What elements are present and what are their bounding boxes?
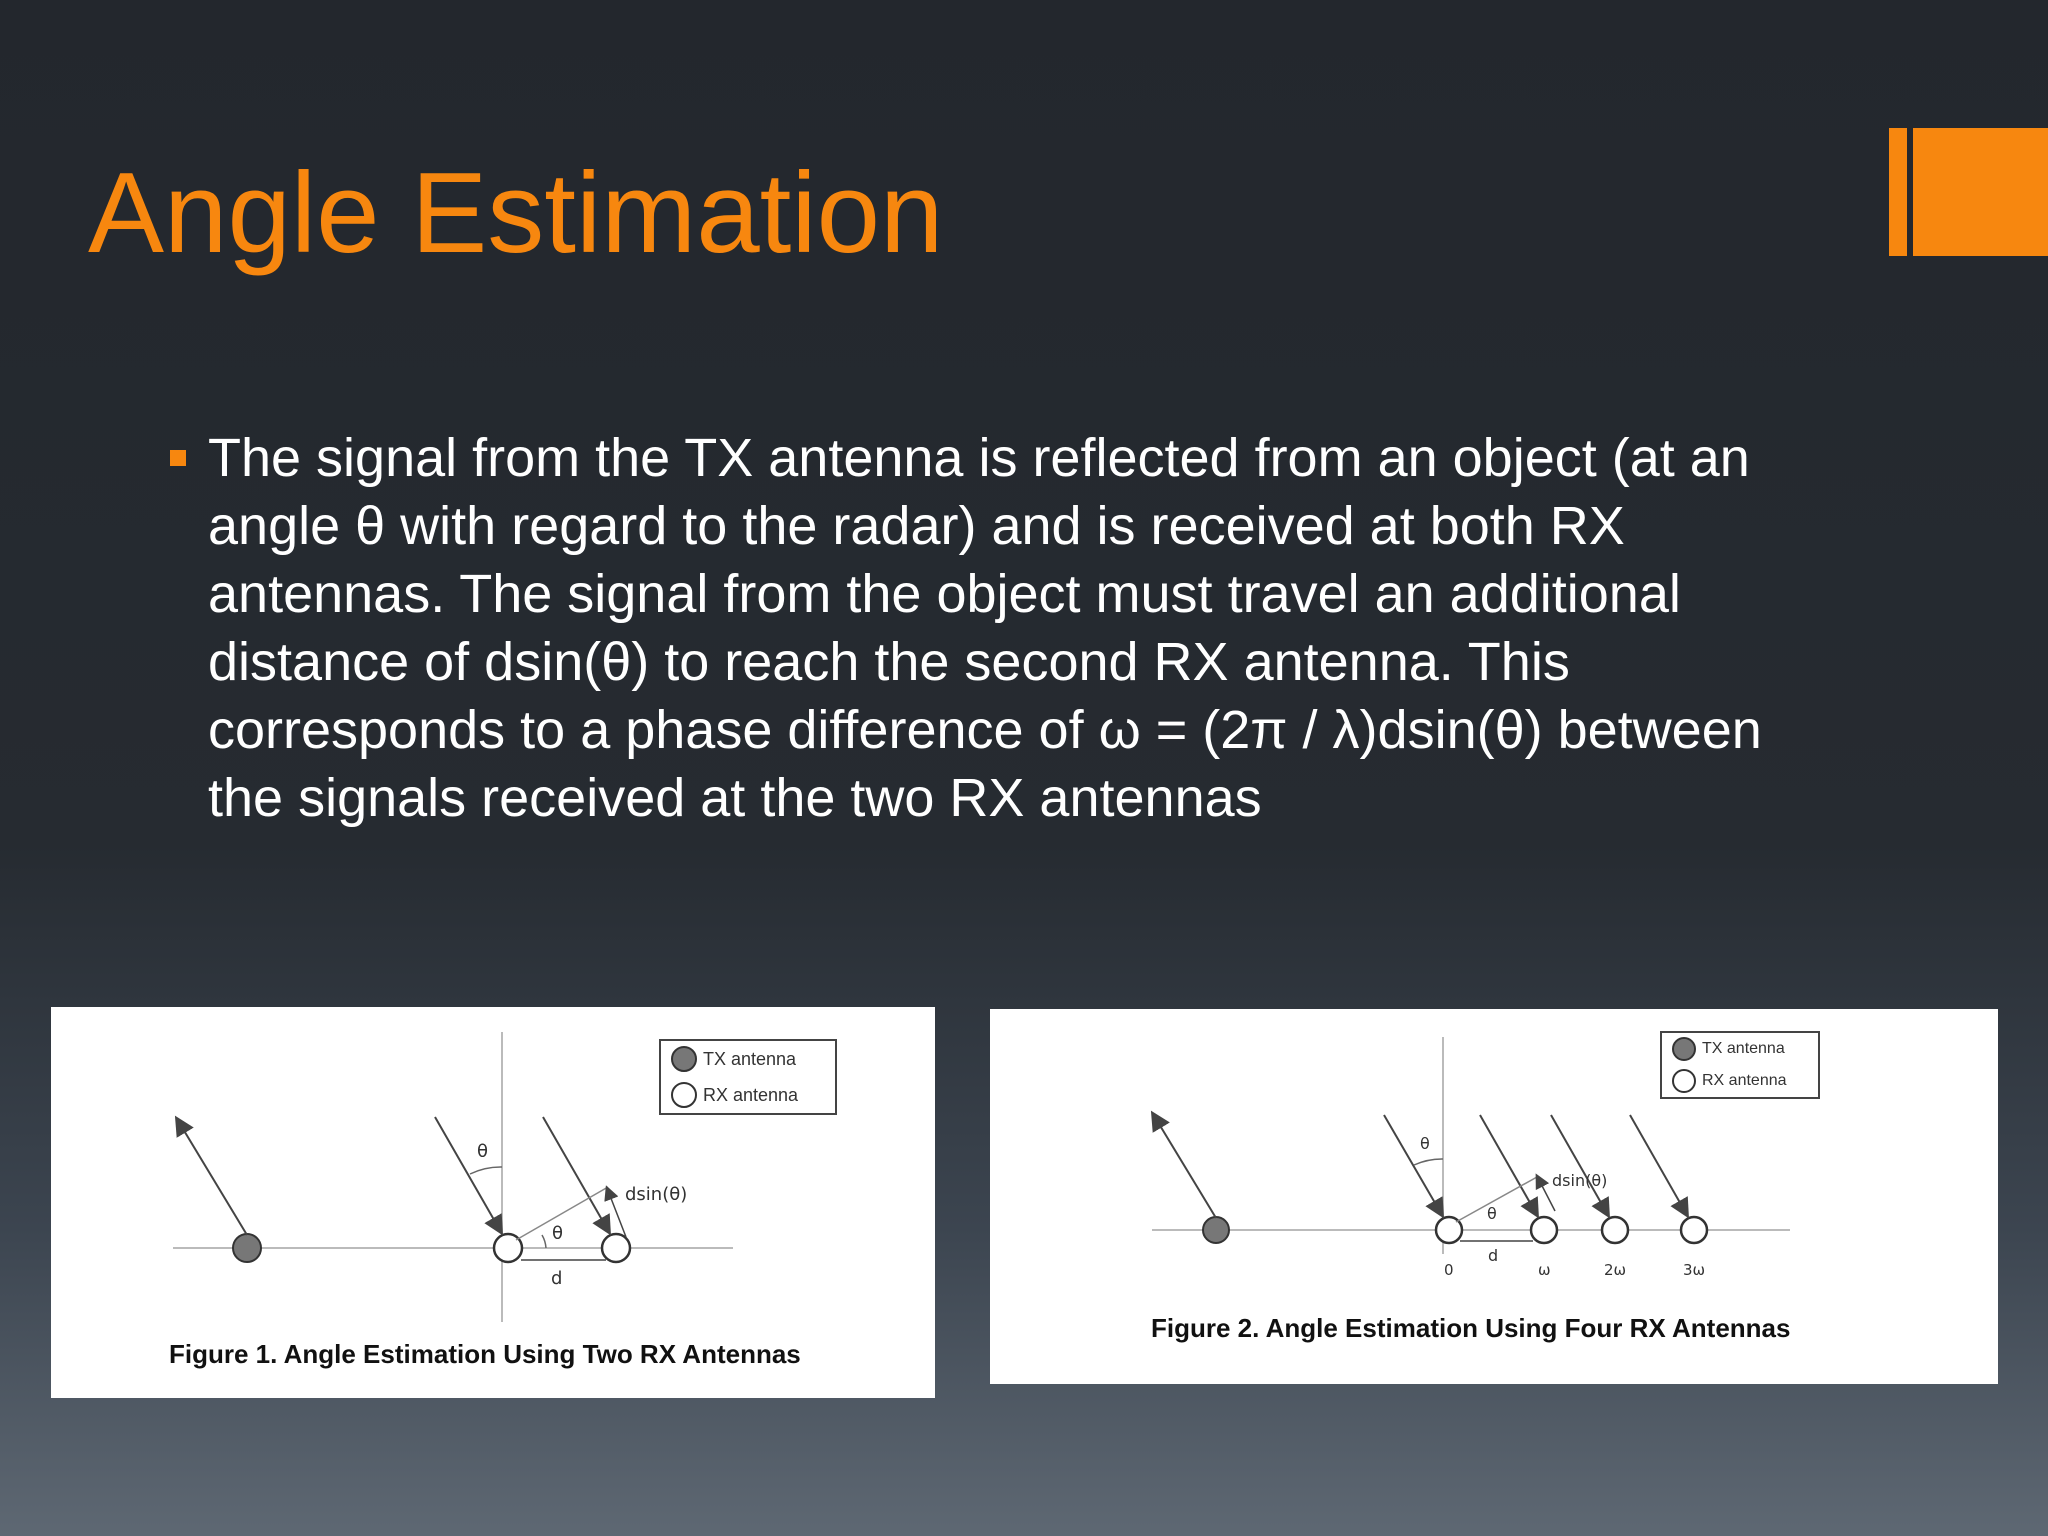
legend-row-tx [661,1041,835,1077]
figure-four-rx-antennas [990,1009,1998,1384]
rx2-incoming-arrow [1480,1115,1537,1215]
dsin-arrow [607,1188,626,1237]
legend-tx-label: TX antenna [703,1048,797,1069]
bullet-marker-icon [170,450,186,466]
rx2-incoming-arrow [543,1117,609,1232]
legend-row-rx [661,1077,835,1113]
tx-signal-arrow [1153,1114,1216,1218]
tx-legend-icon [671,1046,697,1072]
rx-antenna-4-icon [1681,1217,1707,1243]
figure-two-rx-antennas [51,1007,935,1398]
legend-rx-label: RX antenna [1702,1072,1787,1089]
rx-antenna-3-icon [1602,1217,1628,1243]
rx-legend-icon [671,1082,697,1108]
legend-row-rx [1662,1065,1818,1097]
tx-legend-icon [1672,1037,1696,1061]
legend-rx-label: RX antenna [703,1084,799,1105]
tx-signal-arrow [177,1119,247,1235]
accent-block [1913,128,2048,256]
rx1-incoming-arrow [1384,1115,1442,1215]
bullet-text: The signal from the TX antenna is reflected from an object (at an angle θ with regard to the radar) and is received at both RX antennas. The signal from the object must travel an additional distance of dsin(θ) to reach the second RX antenna. This corresponds to a phase difference of ω = (2π / λ)dsin(θ) between the signals received at the two RX antennas [208,428,1762,828]
accent-bar [1889,128,1907,256]
legend-row-tx [1662,1033,1818,1065]
d-label: d [551,1268,563,1289]
theta-arc-top [470,1167,502,1174]
rx-legend-icon [1672,1069,1696,1093]
tx-antenna-icon [233,1234,261,1262]
figure1-caption: Figure 1. Angle Estimation Using Two RX Antennas [169,1339,801,1369]
theta-label-bottom: θ [1487,1204,1497,1223]
rx3-incoming-arrow [1551,1115,1608,1215]
dsin-label: dsin(θ) [625,1184,688,1205]
legend-tx-label: TX antenna [1702,1040,1785,1057]
slide-title: Angle Estimation [88,150,944,277]
rx1-incoming-arrow [435,1117,501,1232]
figure2-caption: Figure 2. Angle Estimation Using Four RX Antennas [1151,1313,1791,1343]
rx4-incoming-arrow [1630,1115,1687,1215]
phase-label-2: 2ω [1604,1261,1627,1279]
phase-label-0: 0 [1444,1261,1454,1279]
dsin-label: dsin(θ) [1552,1171,1608,1190]
theta-arc-bottom [542,1235,546,1248]
rx-antenna-2-icon [602,1234,630,1262]
figure2-legend [1660,1031,1820,1099]
rx-antenna-2-icon [1531,1217,1557,1243]
d-label: d [1488,1246,1499,1265]
theta-label-top: θ [1420,1134,1430,1153]
phase-label-3: 3ω [1683,1261,1706,1279]
figure1-legend [659,1039,837,1115]
theta-arc-top [1414,1159,1443,1165]
bullet-item [170,424,1810,832]
phase-label-1: ω [1538,1261,1551,1279]
theta-label-bottom: θ [552,1223,564,1244]
tx-antenna-icon [1203,1217,1229,1243]
theta-label-top: θ [477,1141,489,1162]
